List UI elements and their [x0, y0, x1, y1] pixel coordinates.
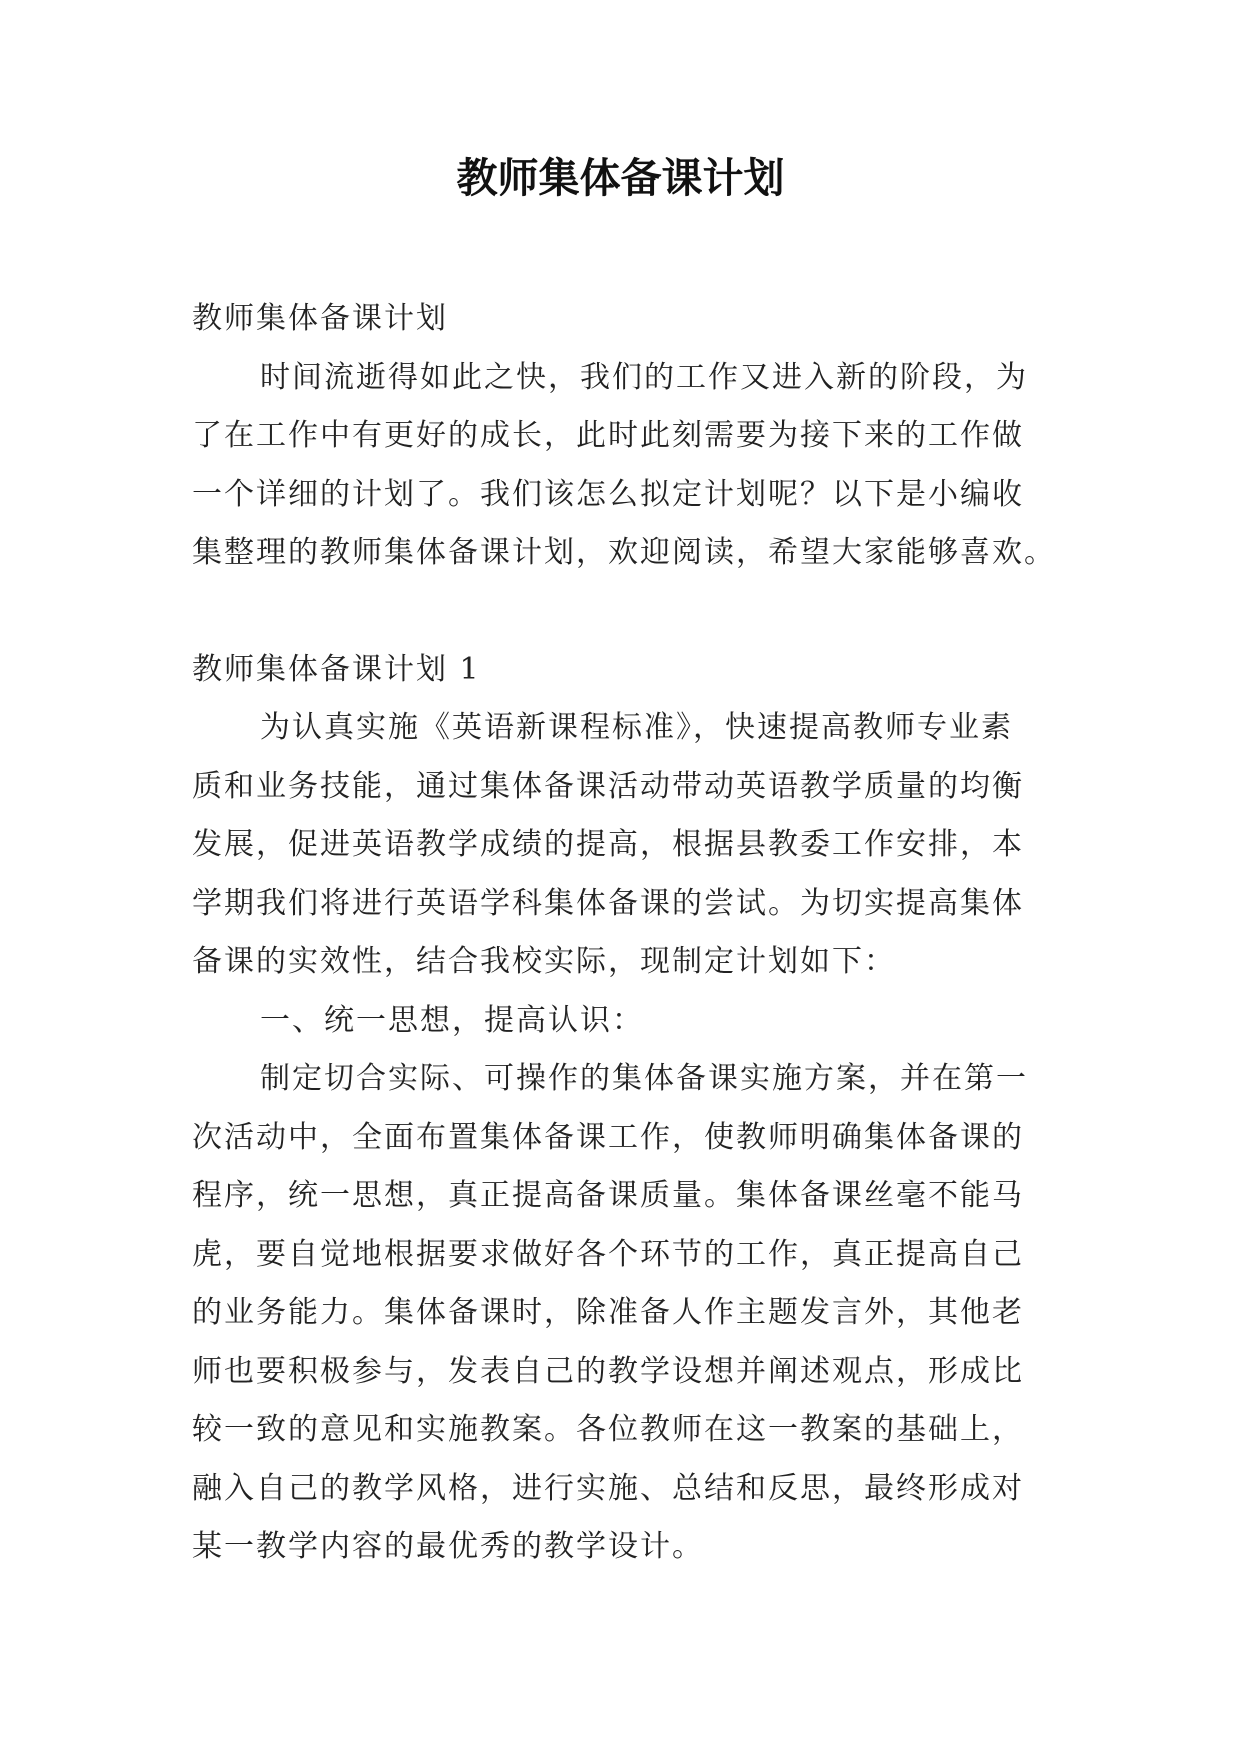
detail-line: 程序，统一思想，真正提高备课质量。集体备课丝毫不能马 — [192, 1178, 1024, 1213]
section-line: 发展，促进英语教学成绩的提高，根据县教委工作安排，本 — [192, 827, 1024, 862]
paragraph-gap — [192, 583, 1056, 641]
intro-line: 集整理的教师集体备课计划，欢迎阅读，希望大家能够喜欢。 — [192, 535, 1056, 570]
plan-heading: 教师集体备课计划 — [192, 301, 448, 336]
document-title: 教师集体备课计划 — [456, 154, 785, 202]
detail-line: 虎，要自觉地根据要求做好各个环节的工作，真正提高自己 — [192, 1236, 1024, 1272]
intro-line: 时间流逝得如此之快，我们的工作又进入新的阶段，为 — [260, 359, 1028, 395]
detail-line: 制定切合实际、可操作的集体备课实施方案，并在第一 — [260, 1061, 1028, 1096]
detail-line: 较一致的意见和实施教案。各位教师在这一教案的基础上， — [192, 1412, 1024, 1447]
detail-line: 融入自己的教学风格，进行实施、总结和反思，最终形成对 — [192, 1470, 1024, 1506]
detail-line: 某一教学内容的最优秀的教学设计。 — [192, 1529, 704, 1564]
section-line: 质和业务技能，通过集体备课活动带动英语教学质量的均衡 — [192, 768, 1024, 804]
section-line: 学期我们将进行英语学科集体备课的尝试。为切实提高集体 — [192, 885, 1024, 921]
section-line: 备课的实效性，结合我校实际，现制定计划如下： — [192, 944, 896, 979]
section-heading: 教师集体备课计划 1 — [192, 651, 481, 687]
intro-line: 一个详细的计划了。我们该怎么拟定计划呢？以下是小编收 — [192, 476, 1024, 512]
document-body — [192, 290, 1056, 1577]
intro-line: 了在工作中有更好的成长，此时此刻需要为接下来的工作做 — [192, 418, 1024, 453]
subheading: 一、统一思想，提高认识： — [260, 1002, 644, 1038]
detail-line: 的业务能力。集体备课时，除准备人作主题发言外，其他老 — [192, 1295, 1024, 1330]
detail-line: 次活动中，全面布置集体备课工作，使教师明确集体备课的 — [192, 1119, 1024, 1155]
section-line: 为认真实施《英语新课程标准》，快速提高教师专业素 — [260, 710, 1013, 745]
detail-line: 师也要积极参与，发表自己的教学设想并阐述观点，形成比 — [192, 1353, 1024, 1389]
